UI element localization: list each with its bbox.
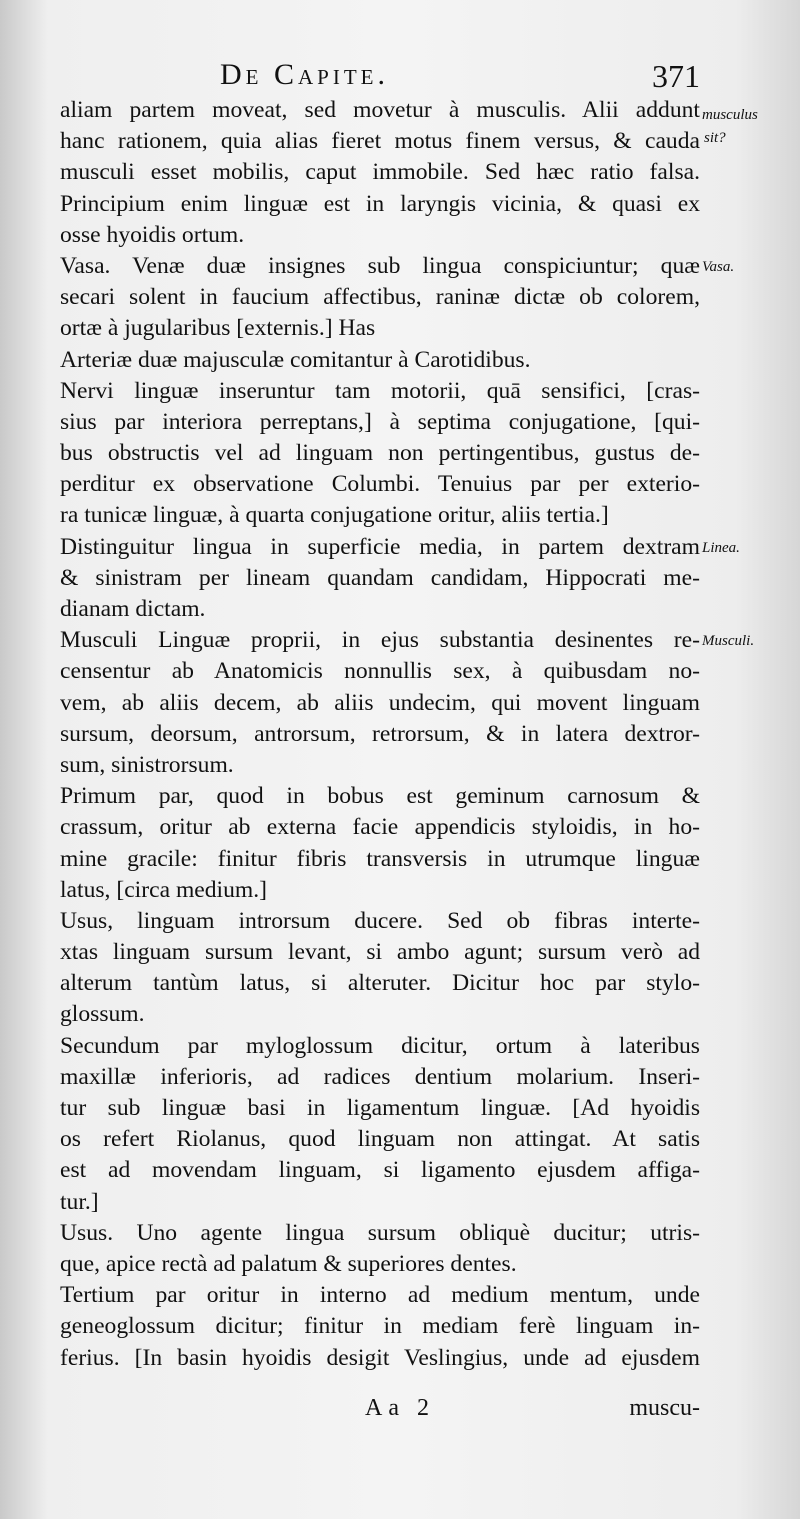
text-line: dianam dictam. xyxy=(60,596,206,622)
text-line: ra tunicæ linguæ, à quarta conjugatione oritur, aliis tertia.] xyxy=(60,502,609,529)
text-line: Musculi Linguæ proprii, in ejus substantia desinentes re- xyxy=(60,627,700,654)
text-line: que, apice rectà ad palatum & superiores dentes. xyxy=(60,1250,517,1277)
text-line: est ad movendam linguam, si ligamento ejusdem affiga- xyxy=(60,1157,700,1184)
text-line: vem, ab aliis decem, ab aliis undecim, qui movent linguam xyxy=(60,689,700,716)
text-line: latus, [circa medium.] xyxy=(60,876,268,903)
text-line: Nervi linguæ inseruntur tam motorii, quā sensifici, [cras- xyxy=(60,377,700,404)
text-line: tur.] xyxy=(60,1188,99,1215)
catchword: muscu- xyxy=(629,1395,700,1421)
text-line: Usus, linguam introrsum ducere. Sed ob fibras interte- xyxy=(60,907,700,934)
text-line: ortæ à jugularibus [externis.] Has xyxy=(60,315,376,342)
text-line: Arteriæ duæ majusculæ comitantur à Carotidibus. xyxy=(60,346,531,373)
text-line: alterum tantùm latus, si alteruter. Dicitur hoc par stylo- xyxy=(60,970,700,997)
text-line: secari solent in faucium affectibus, raninæ dictæ ob colorem, xyxy=(60,284,700,311)
text-line: ferius. [In basin hyoidis desigit Veslingius, unde ad ejusdem xyxy=(60,1344,700,1371)
margin-note: musculus xyxy=(702,107,758,123)
text-line: aliam partem moveat, sed movetur à musculis. Alii addunt xyxy=(60,97,700,123)
body-text xyxy=(60,95,700,1374)
text-line: maxillæ inferioris, ad radices dentium molarium. Inseri- xyxy=(60,1063,700,1090)
text-line: Usus. Uno agente lingua sursum obliquè ducitur; utris- xyxy=(60,1219,700,1246)
margin-note: sit? xyxy=(704,130,726,147)
page-header xyxy=(60,58,700,98)
text-line: musculi esset mobilis, caput immobile. Sed hæc ratio falsa. xyxy=(60,159,700,186)
page-number: 371 xyxy=(652,58,700,94)
text-line: Tertium par oritur in interno ad medium mentum, unde xyxy=(60,1282,700,1309)
text-line: Principium enim linguæ est in laryngis vicinia, & quasi ex xyxy=(60,190,700,217)
margin-note: Musculi. xyxy=(702,633,755,650)
text-line: geneoglossum dicitur; finitur in mediam ferè linguam in- xyxy=(60,1313,700,1340)
text-line: tur sub linguæ basi in ligamentum linguæ. [Ad hyoidis xyxy=(60,1095,700,1121)
text-line: Vasa. Venæ duæ insignes sub lingua conspiciuntur; quæ xyxy=(60,252,700,279)
text-line: censentur ab Anatomicis nonnullis sex, à quibusdam no- xyxy=(60,658,700,685)
page-footer xyxy=(60,1395,700,1429)
text-line: osse hyoidis ortum. xyxy=(60,221,245,248)
signature-mark: Aa 2 xyxy=(365,1395,435,1421)
text-line: perditur ex observatione Columbi. Tenuius par per exterio- xyxy=(60,471,700,498)
running-title: De Capite. xyxy=(220,58,389,91)
text-line: os refert Riolanus, quod linguam non attingat. At satis xyxy=(60,1126,700,1153)
text-line: sursum, deorsum, antrorsum, retrorsum, & in latera dextror- xyxy=(60,720,700,747)
text-line: Secundum par myloglossum dicitur, ortum à lateribus xyxy=(60,1032,700,1059)
text-line: crassum, oritur ab externa facie appendicis styloidis, in ho- xyxy=(60,814,700,841)
text-line: mine gracile: finitur fibris transversis in utrumque linguæ xyxy=(60,845,700,872)
text-line: & sinistram per lineam quandam candidam, Hippocrati me- xyxy=(60,564,700,591)
text-line: sius par interiora perreptans,] à septima conjugatione, [qui- xyxy=(60,408,700,435)
margin-note: Linea. xyxy=(702,539,740,556)
margin-note: Vasa. xyxy=(702,259,735,275)
text-line: xtas linguam sursum levant, si ambo agunt; sursum verò ad xyxy=(60,939,700,966)
text-line: Distinguitur lingua in superficie media, in partem dextram xyxy=(60,533,700,560)
text-line: sum, sinistrorsum. xyxy=(60,751,234,778)
text-line: Primum par, quod in bobus est geminum carnosum & xyxy=(60,783,700,810)
text-line: glossum. xyxy=(60,1001,145,1028)
text-line: hanc rationem, quia alias fieret motus finem versus, & cauda xyxy=(60,128,700,155)
text-line: bus obstructis vel ad linguam non pertingentibus, gustus de- xyxy=(60,440,700,467)
